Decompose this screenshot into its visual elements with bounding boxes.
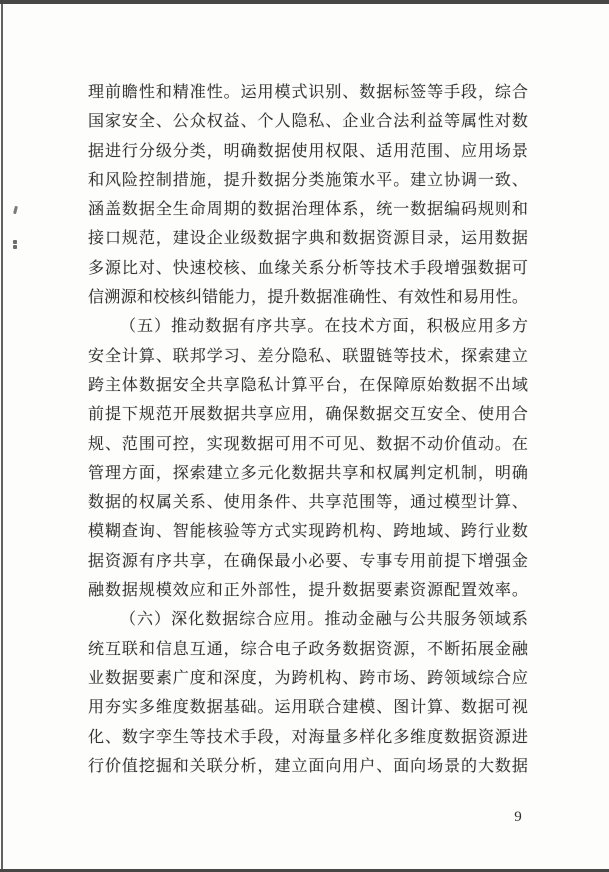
- text-line: 跨主体数据安全共享隐私计算平台，在保障原始数据不出域: [88, 376, 528, 394]
- text-line: 模糊查询、智能核验等方式实现跨机构、跨地域、跨行业数: [88, 523, 528, 541]
- scan-edge-top: [0, 0, 609, 4]
- scan-speck: [13, 240, 17, 244]
- text-line: 和风险控制措施，提升数据分类施策水平。建立协调一致、: [88, 171, 528, 189]
- scan-speck: [13, 206, 18, 214]
- scan-edge-left: [1, 0, 3, 872]
- text-line: 理前瞻性和精准性。运用模式识别、数据标签等手段，综合: [88, 84, 528, 101]
- text-line: 管理方面，探索建立多元化数据共享和权属判定机制，明确: [88, 464, 528, 482]
- text-line: （五）推动数据有序共享。在技术方面，积极应用多方: [120, 318, 528, 336]
- text-line: 据资源有序共享，在确保最小必要、专事专用前提下增强金: [88, 552, 528, 570]
- text-line: 数据的权属关系、使用条件、共享范围等，通过模型计算、: [88, 494, 528, 512]
- text-line: 涵盖数据全生命周期的数据治理体系，统一数据编码规则和: [88, 201, 528, 219]
- body-text: [88, 78, 528, 781]
- text-line: 用夯实多维度数据基础。运用联合建模、图计算、数据可视: [88, 699, 528, 717]
- text-line: （六）深化数据综合应用。推动金融与公共服务领域系: [120, 611, 528, 629]
- text-line: 前提下规范开展数据共享应用，确保数据交互安全、使用合: [88, 406, 528, 424]
- text-line: 行价值挖掘和关联分析，建立面向用户、面向场景的大数据: [88, 757, 528, 775]
- text-line: 安全计算、联邦学习、差分隐私、联盟链等技术，探索建立: [88, 347, 528, 365]
- text-line: 接口规范，建设企业级数据字典和数据资源目录，运用数据: [88, 230, 528, 248]
- page-number: 9: [514, 809, 522, 825]
- text-line: 化、数字孪生等技术手段，对海量多样化多维度数据资源进: [88, 728, 528, 746]
- text-line: 业数据要素广度和深度，为跨机构、跨市场、跨领域综合应: [88, 669, 528, 687]
- text-line: 融数据规模效应和正外部性，提升数据要素资源配置效率。: [88, 582, 528, 600]
- text-line: 统互联和信息互通，综合电子政务数据资源，不断拓展金融: [88, 640, 528, 658]
- text-line: 国家安全、公众权益、个人隐私、企业合法利益等属性对数: [88, 113, 528, 131]
- text-line: 规、范围可控，实现数据可用不可见、数据不动价值动。在: [88, 435, 528, 453]
- text-line: 据进行分级分类，明确数据使用权限、适用范围、应用场景: [88, 142, 528, 160]
- text-line: 多源比对、快速校核、血缘关系分析等技术手段增强数据可: [88, 259, 528, 277]
- text-line: 信溯源和校核纠错能力，提升数据准确性、有效性和易用性。: [88, 289, 528, 307]
